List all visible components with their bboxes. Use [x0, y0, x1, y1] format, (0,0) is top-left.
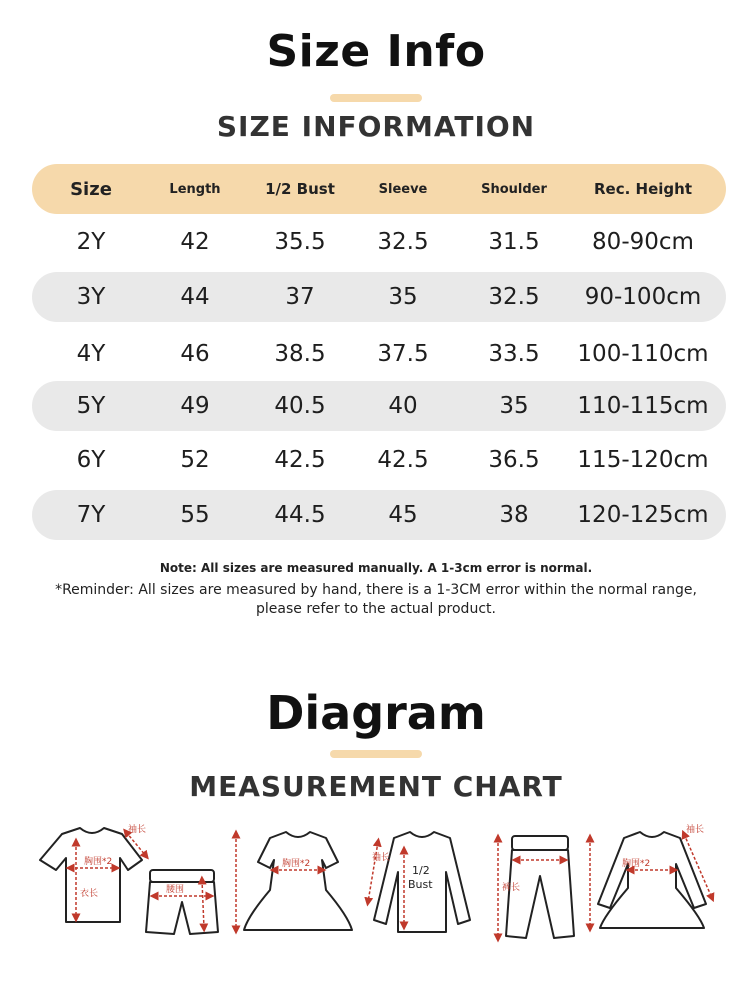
cell-rec-height: 80-90cm — [592, 229, 694, 255]
cell-shoulder: 35 — [499, 393, 529, 419]
long-dress-bust-label: 胸围*2 — [622, 859, 651, 869]
cell-size: 3Y — [76, 284, 106, 310]
cell-length: 52 — [180, 447, 210, 473]
cell-shoulder: 33.5 — [488, 341, 540, 367]
tshirt-icon — [40, 828, 146, 922]
pants-length-label: 裤长 — [502, 883, 521, 893]
half-bust-label-line2: Bust — [408, 878, 433, 891]
size-table-header — [32, 164, 726, 214]
cell-length: 44 — [180, 284, 210, 310]
tshirt-bust-label: 胸围*2 — [84, 857, 113, 867]
diagram-title: Diagram — [266, 686, 486, 740]
cell-rec-height: 90-100cm — [584, 284, 702, 310]
tshirt-sleeve-label: 袖长 — [128, 825, 147, 835]
cell-half-bust: 35.5 — [274, 229, 326, 255]
cell-half-bust: 42.5 — [274, 447, 326, 473]
size-information-subtitle: SIZE INFORMATION — [216, 110, 536, 143]
table-row — [32, 272, 726, 322]
half-bust-label-line1: 1/2 — [412, 864, 430, 877]
measurement-note: Note: All sizes are measured manually. A 1-3cm error is normal. — [159, 561, 593, 575]
header-size: Size — [70, 178, 112, 200]
tshirt-length-label: 衣长 — [80, 889, 99, 899]
cell-length: 49 — [180, 393, 210, 419]
cell-rec-height: 100-110cm — [577, 341, 709, 367]
long-dress-sleeve-label: 袖长 — [686, 825, 705, 835]
cell-sleeve: 45 — [388, 502, 418, 528]
cell-rec-height: 110-115cm — [577, 393, 709, 419]
cell-half-bust: 38.5 — [274, 341, 326, 367]
cell-size: 7Y — [76, 502, 106, 528]
header-half-bust: 1/2 Bust — [265, 180, 335, 198]
table-row — [32, 435, 726, 485]
measurement-chart-subtitle: MEASUREMENT CHART — [189, 770, 563, 803]
header-shoulder: Shoulder — [481, 181, 547, 197]
diagram-accent-bar — [330, 750, 422, 758]
cell-rec-height: 120-125cm — [577, 502, 709, 528]
size-info-title: Size Info — [266, 26, 486, 77]
dress-bust-label: 胸围*2 — [282, 859, 311, 869]
cell-half-bust: 44.5 — [274, 502, 326, 528]
cell-shoulder: 36.5 — [488, 447, 540, 473]
cell-length: 55 — [180, 502, 210, 528]
cell-half-bust: 37 — [285, 284, 315, 310]
cell-length: 42 — [180, 229, 210, 255]
reminder-note: *Reminder: All sizes are measured by hand, there is a 1-3CM error within the normal range, please refer to the actual product. — [55, 582, 697, 617]
header-rec-height: Rec. Height — [594, 180, 692, 198]
shorts-icon — [146, 870, 218, 934]
cell-length: 46 — [180, 341, 210, 367]
cell-shoulder: 31.5 — [488, 229, 540, 255]
measurement-diagram — [0, 820, 752, 960]
title-accent-bar — [330, 94, 422, 102]
table-row — [32, 217, 726, 267]
cell-half-bust: 40.5 — [274, 393, 326, 419]
shorts-waist-label: 腰围 — [166, 885, 185, 895]
cell-sleeve: 32.5 — [377, 229, 429, 255]
table-row — [32, 329, 726, 379]
table-row — [32, 490, 726, 540]
cell-size: 2Y — [76, 229, 106, 255]
cell-size: 4Y — [76, 341, 106, 367]
cell-size: 6Y — [76, 447, 106, 473]
cell-sleeve: 37.5 — [377, 341, 429, 367]
header-sleeve: Sleeve — [378, 181, 428, 197]
long-sleeve-dress-icon — [590, 832, 712, 928]
table-row — [32, 381, 726, 431]
cell-sleeve: 42.5 — [377, 447, 429, 473]
dress-icon — [236, 832, 352, 930]
header-length: Length — [169, 181, 221, 197]
cell-shoulder: 38 — [499, 502, 529, 528]
cell-shoulder: 32.5 — [488, 284, 540, 310]
cell-sleeve: 40 — [388, 393, 418, 419]
cell-sleeve: 35 — [388, 284, 418, 310]
cell-rec-height: 115-120cm — [577, 447, 709, 473]
cell-size: 5Y — [76, 393, 106, 419]
top-sleeve-label: 袖长 — [372, 853, 391, 863]
